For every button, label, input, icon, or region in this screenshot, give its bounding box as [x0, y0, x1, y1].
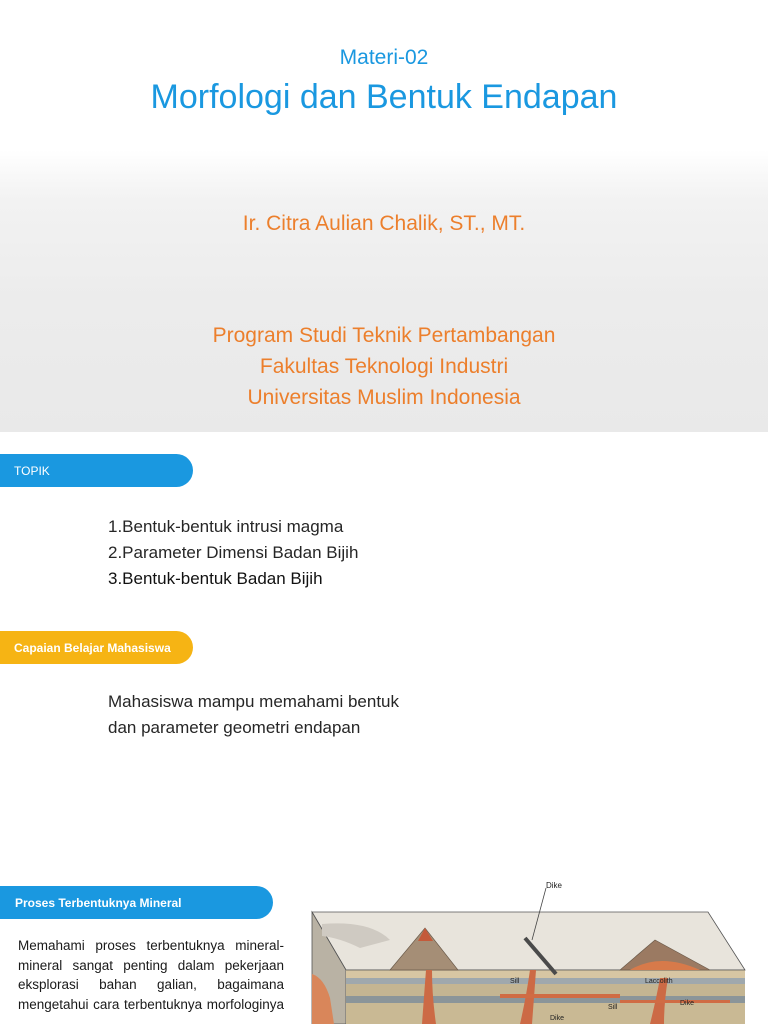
learning-outcome-label: Capaian Belajar Mahasiswa: [0, 631, 193, 664]
affiliation-university: Universitas Muslim Indonesia: [247, 386, 521, 409]
topic-list: [108, 514, 358, 592]
diagram-label-dike-mid: Dike: [550, 1015, 565, 1022]
mineral-process-label: Proses Terbentuknya Mineral: [0, 886, 273, 919]
diagram-label-sill-left: Sill: [510, 978, 520, 985]
topic-item-1: 1.Bentuk-bentuk intrusi magma: [108, 517, 344, 536]
intrusion-diagram: [300, 878, 768, 1024]
affiliation: [0, 320, 768, 413]
diagram-label-sill-right: Sill: [608, 1004, 618, 1011]
stratum-2: [346, 978, 745, 984]
topic-label: TOPIK: [0, 454, 193, 487]
sill-right: [620, 1000, 730, 1003]
mineral-process-text: Memahami proses terbentuknya mineral-mineral sangat penting dalam pekerjaan eksplorasi bahan galian, bagaimana mengetahui cara terbentuknya morfologinya: [18, 938, 284, 1012]
topic-item-2: 2.Parameter Dimensi Badan Bijih: [108, 543, 359, 562]
stratum-1: [346, 970, 745, 978]
sill-center: [500, 994, 620, 998]
topic-item-3: 3.Bentuk-bentuk Badan Bijih: [108, 569, 323, 588]
module-label: Materi-02: [339, 46, 429, 69]
diagram-label-dike-right: Dike: [680, 1000, 695, 1007]
affiliation-faculty: Fakultas Teknologi Industri: [259, 355, 509, 378]
page-title: Morfologi dan Bentuk Endapan: [150, 78, 618, 116]
diagram-label-laccolith: Laccolith: [645, 978, 673, 985]
title-slide: [0, 0, 768, 432]
affiliation-program: Program Studi Teknik Pertambangan: [212, 324, 556, 347]
author-name: Ir. Citra Aulian Chalik, ST., MT.: [242, 212, 526, 235]
learning-outcome-text: Mahasiswa mampu memahami bentuk dan parameter geometri endapan: [108, 692, 400, 737]
diagram-label-dike-top: Dike: [546, 881, 563, 890]
